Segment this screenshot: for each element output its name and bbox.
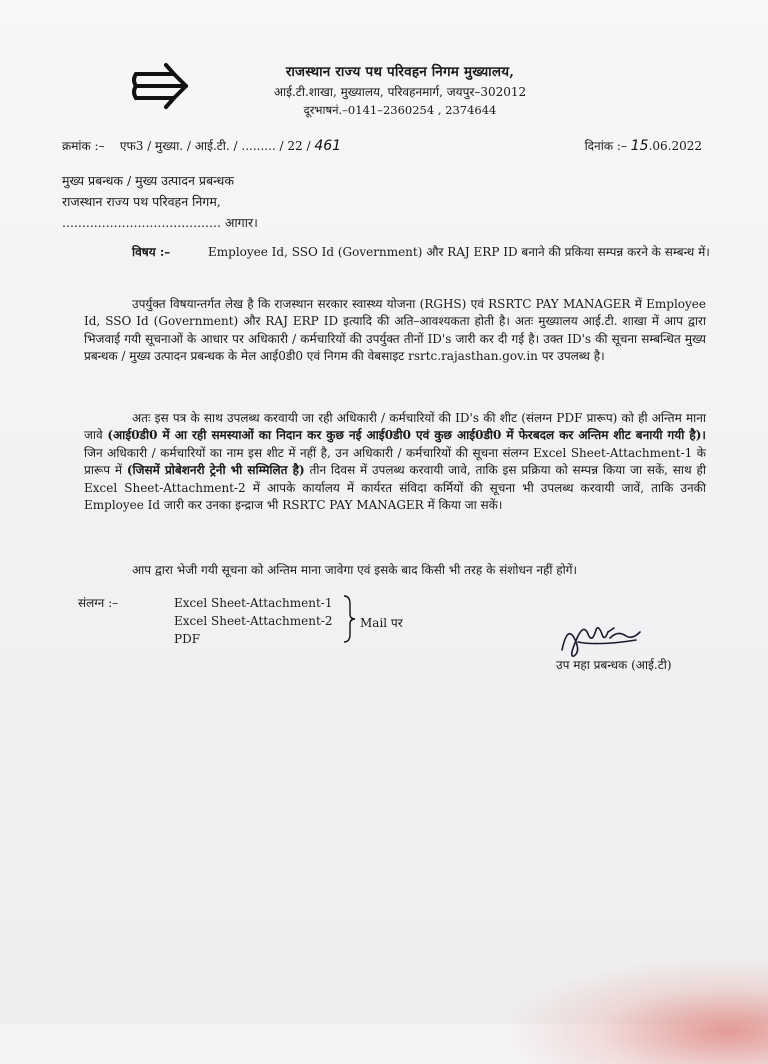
paper-stain [498,954,768,1064]
date-label: दिनांक :– [584,139,627,153]
org-name: राजस्थान राज्य पथ परिवहन निगम मुख्यालय, [285,64,515,80]
body-paragraph-2 [84,410,706,514]
curly-brace-icon [342,594,356,644]
enclosure-item: Excel Sheet-Attachment-2 [174,614,333,628]
enclosure-item: PDF [174,632,201,646]
letterhead [240,62,560,118]
signatory-designation: उप महा प्रबन्धक (आई.टी) [556,658,672,672]
reference-label: क्रमांक :– [62,139,105,153]
addressee [62,170,258,233]
paragraph-text: अतः इस पत्र के साथ उपलब्ध करवायी जा रही अधिकारी / कर्मचारियों की ID's की शीट (संलग्न PDF प्रारूप) को ही अन्तिम माना जावे [84,411,706,443]
subject [132,244,712,261]
enclosure-list [174,594,332,648]
org-phone: दूरभाषनं.–0141–2360254 , 2374644 [303,103,497,117]
subject-label: विषय :– [132,245,171,259]
letter-date [585,137,702,154]
body-paragraph-3 [84,562,706,579]
handwritten-day: 15 [630,138,649,154]
date-rest: .06.2022 [648,139,702,153]
paragraph-bold-text: (जिसमें प्रोबेशनरी ट्रेनी भी सम्मिलित है) [126,463,305,478]
rsrtc-arrow-logo-icon [130,60,198,112]
body-paragraph-1 [84,296,706,366]
paragraph-text: उपर्युक्त विषयान्तर्गत लेख है कि राजस्थान सरकार स्वास्थ्य योजना (RGHS) एवं RSRTC PAY MANAGER में Employee Id, SSO Id (Government) और RAJ ERP ID इत्यादि की अति–आवश्यकता होती है। अतः मुख्यालय आई.टी. शाखा में आप द्वारा भिजवाई गयी सूचनाओं के आधार पर अधिकारी / कर्मचारियों की उपर्युक्त तीनों ID's जारी कर दी गई है। उक्त ID's की सूचना सम्बन्धित मुख्य प्रबन्धक / मुख्य उत्पादन प्रबन्धक के मेल आई0डी0 एवं निगम की वेबसाइट rsrtc.rajasthan.gov.in पर उपलब्ध है। [84,297,706,364]
subject-text: Employee Id, SSO Id (Government) और RAJ ERP ID बनाने की प्रकिया सम्पन्न करने के सम्बन्ध में। [208,245,710,259]
paragraph-bold-text: (आई0डी0 में आ रही समस्याओं का निदान कर कुछ नई आई0डी0 एवं कुछ आई0डी0 में फेरबदल कर अन्तिम शीट बनायी गयी है)। [107,428,706,443]
paragraph-text: तीन दिवस में उपलब्ध करवायी जावे, ताकि इस प्रक्रिया को सम्पन्न किया जा सकें, साथ ही Excel Sheet-Attachment-2 में आपके कार्यालय में कार्यरत संविदा कर्मियों की सूचना भी उपलब्ध करवायी जावें, ताकि उनकी Employee Id जारी कर उनका इन्द्राज भी RSRTC PAY MANAGER में किया जा सकें। [84,463,706,513]
addressee-line: मुख्य प्रबन्धक / मुख्य उत्पादन प्रबन्धक [62,173,234,188]
reference-text: एफ3 / मुख्या. / आई.टी. / ......... / 22 / [119,139,311,153]
paragraph-text: जिन अधिकारी / कर्मचारियों का नाम इस शीट में नहीं है, उन अधिकारी / कर्मचारियों की सूचना संलग्न Excel Sheet-Attachment-1 के प्रारूप में [84,445,706,478]
enclosure-mail-note: Mail पर [360,616,403,630]
org-address: आई.टी.शाखा, मुख्यालय, परिवहनमार्ग, जयपुर–302012 [273,85,527,99]
addressee-line: ........................................ आगार। [62,215,258,230]
reference-number [62,137,341,154]
handwritten-number: 461 [314,138,342,154]
paragraph-text: आप द्वारा भेजी गयी सूचना को अन्तिम माना जावेगा एवं इसके बाद किसी भी तरह के संशोधन नहीं होगें। [132,563,578,577]
addressee-line: राजस्थान राज्य पथ परिवहन निगम, [62,194,221,209]
enclosure-label: संलग्न :– [78,596,119,610]
enclosure-item: Excel Sheet-Attachment-1 [174,596,333,610]
